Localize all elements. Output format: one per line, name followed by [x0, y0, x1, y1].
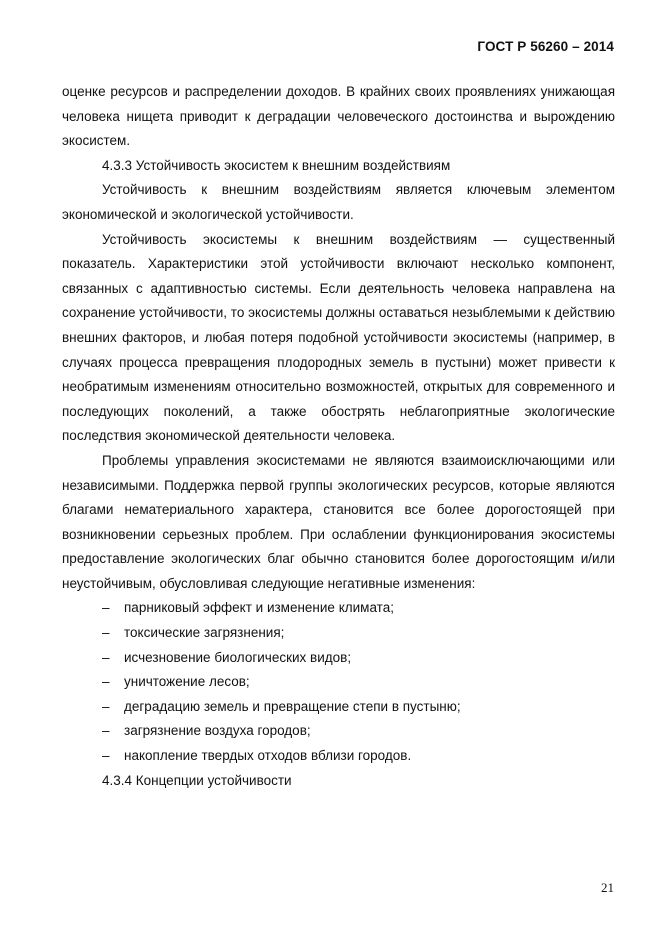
page-body [62, 80, 615, 793]
dash-bullet: – [102, 698, 110, 714]
list-item [62, 621, 615, 646]
dash-bullet: – [102, 674, 110, 690]
list-item [62, 695, 615, 720]
list-item-text: загрязнение воздуха городов; [124, 723, 311, 739]
document-header-standard: ГОСТ Р 56260 – 2014 [477, 39, 614, 54]
dash-bullet: – [102, 649, 110, 665]
dash-bullet: – [102, 600, 110, 616]
paragraph-continuation: оценке ресурсов и распределении доходов. В крайних своих проявлениях унижающая человека нищета приводит к деградации человеческого достоинства и вырождению экосистем. [62, 84, 615, 149]
list-item-text: исчезновение биологических видов; [124, 649, 352, 665]
list-item [62, 646, 615, 671]
list-item [62, 744, 615, 769]
dash-bullet: – [102, 625, 110, 641]
paragraph-ecosystem-resilience: Устойчивость экосистемы к внешним воздействиям — существенный показатель. Характеристики этой устойчивости включают несколько компонент, связанных с адаптивностью системы. Если деятельность человека направлена на сохранение устойчивости, то экосистемы должны оставаться незыблемыми к действию внешних факторов, и любая потеря подобной устойчивости экосистемы (например, в случаях процесса превращения плодородных земель в пустыни) может привести к необратимым изменениям относительно возможностей, открытых для современного и последующих поколений, а также обострять неблагоприятные экологические последствия экономической деятельности человека. [62, 231, 615, 444]
list-item [62, 719, 615, 744]
negative-changes-list [62, 596, 615, 768]
list-item [62, 596, 615, 621]
list-item-text: накопление твердых отходов вблизи городов. [124, 748, 412, 764]
list-item-text: парниковый эффект и изменение климата; [124, 600, 394, 616]
list-item-text: деградацию земель и превращение степи в пустыню; [124, 698, 461, 714]
section-heading-4-3-3: 4.3.3 Устойчивость экосистем к внешним воздействиям [102, 157, 451, 173]
paragraph-ecosystem-management: Проблемы управления экосистемами не являются взаимоисключающими или независимыми. Поддержка первой группы экологических ресурсов, которые являются благами нематериального характера, становится все более дорогостоящей при возникновении серьезных проблем. При ослаблении функционирования экосистемы предоставление экологических благ обычно становится более дорогостоящим и/или неустойчивым, обусловливая следующие негативные изменения: [62, 452, 615, 591]
list-item [62, 670, 615, 695]
list-item-text: токсические загрязнения; [124, 625, 285, 641]
page-number: 21 [601, 880, 614, 895]
paragraph-resilience-key-element: Устойчивость к внешним воздействиям является ключевым элементом экономической и экологической устойчивости. [62, 182, 615, 222]
dash-bullet: – [102, 748, 110, 764]
dash-bullet: – [102, 723, 110, 739]
list-item-text: уничтожение лесов; [124, 674, 250, 690]
section-heading-4-3-4: 4.3.4 Концепции устойчивости [102, 772, 292, 788]
